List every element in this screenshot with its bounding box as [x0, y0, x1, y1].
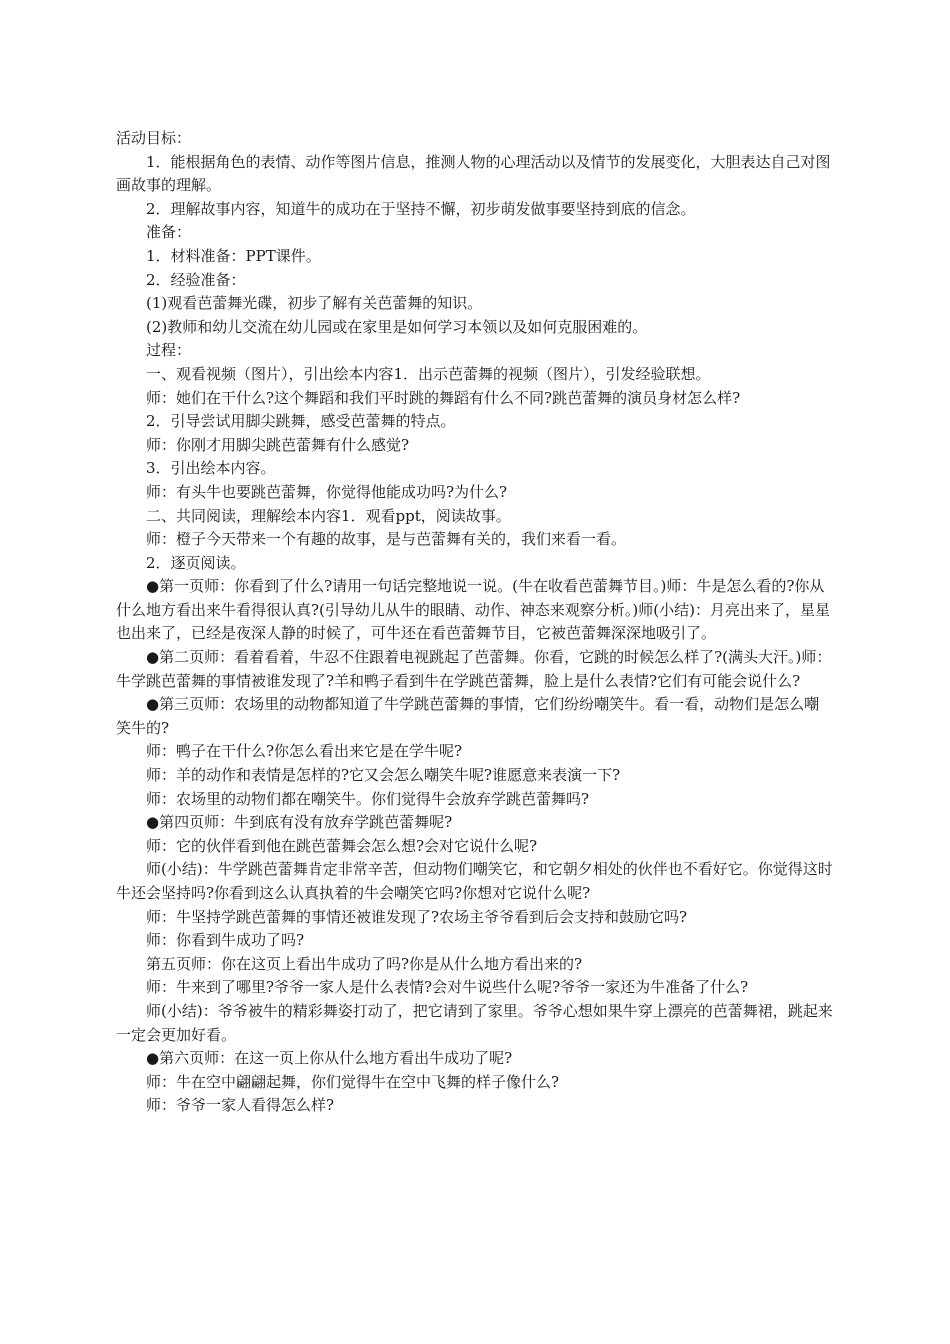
section-heading: 过程： [146, 341, 192, 360]
paragraph: 一、观看视频（图片），引出绘本内容1．出示芭蕾舞的视频（图片），引发经验联想。 [146, 364, 711, 383]
paragraph: 师：牛在空中翩翩起舞，你们觉得牛在空中飞舞的样子像什么? [146, 1072, 560, 1091]
paragraph: 1．能根据角色的表情、动作等图片信息，推测人物的心理活动以及情节的发展变化，大胆表达自己对图画故事的理解。 [116, 152, 831, 195]
paragraph: 第五页师：你在这页上看出牛成功了吗?你是从什么地方看出来的? [146, 954, 583, 973]
paragraph: ●第六页师：在这一页上你从什么地方看出牛成功了呢? [146, 1049, 513, 1068]
section-heading: 准备： [146, 223, 192, 242]
paragraph: 1．材料准备：PPT课件。 [146, 246, 321, 265]
paragraph: 师：牛来到了哪里?爷爷一家人是什么表情?会对牛说些什么呢?爷爷一家还为牛准备了什么? [146, 978, 749, 997]
paragraph: 师：鸭子在干什么?你怎么看出来它是在学牛呢? [146, 742, 463, 761]
document-body [116, 127, 834, 1118]
paragraph: 师：你看到牛成功了吗? [146, 931, 305, 950]
section-heading: 活动目标： [116, 129, 192, 147]
paragraph: 2．逐页阅读。 [146, 553, 246, 572]
paragraph: 师(小结)：牛学跳芭蕾舞肯定非常辛苦，但动物们嘲笑它，和它朝夕相处的伙伴也不看好它。你觉得这时牛还会坚持吗?你看到这么认真执着的牛会嘲笑它吗?你想对它说什么呢? [116, 860, 833, 902]
paragraph: 师：爷爷一家人看得怎么样? [146, 1096, 335, 1115]
paragraph: 师：农场里的动物们都在嘲笑牛。你们觉得牛会放弃学跳芭蕾舞吗? [146, 789, 590, 808]
paragraph: ●第一页师：你看到了什么?请用一句话完整地说一说。(牛在收看芭蕾舞节目。)师：牛是怎么看的?你从什么地方看出来牛看得很认真?(引导幼儿从牛的眼睛、动作、神态来观察分析。)师(小结)：月亮出来了，星星也出来了，已经是夜深人静的时候了，可牛还在看芭蕾舞节目，它被芭蕾舞深深地吸引了。 [116, 577, 830, 643]
paragraph: 2．引导尝试用脚尖跳舞，感受芭蕾舞的特点。 [146, 412, 456, 431]
paragraph: 师：它的伙伴看到他在跳芭蕾舞会怎么想?会对它说什么呢? [146, 836, 538, 855]
paragraph: 3．引出绘本内容。 [146, 459, 276, 478]
paragraph: ●第四页师：牛到底有没有放弃学跳芭蕾舞呢? [146, 813, 453, 832]
paragraph: 师：她们在干什么?这个舞蹈和我们平时跳的舞蹈有什么不同?跳芭蕾舞的演员身材怎么样? [146, 388, 741, 407]
paragraph: (2)教师和幼儿交流在幼儿园或在家里是如何学习本领以及如何克服困难的。 [146, 317, 648, 336]
paragraph: 二、共同阅读，理解绘本内容1．观看ppt，阅读故事。 [146, 506, 511, 525]
paragraph: (1)观看芭蕾舞光碟，初步了解有关芭蕾舞的知识。 [146, 294, 483, 313]
paragraph: 师(小结)：爷爷被牛的精彩舞姿打动了，把它请到了家里。爷爷心想如果牛穿上漂亮的芭蕾舞裙，跳起来一定会更加好看。 [116, 1001, 833, 1044]
paragraph: 师：有头牛也要跳芭蕾舞，你觉得他能成功吗?为什么? [146, 482, 508, 501]
paragraph: 师：橙子今天带来一个有趣的故事，是与芭蕾舞有关的，我们来看一看。 [146, 530, 627, 549]
paragraph: 师：牛坚持学跳芭蕾舞的事情还被谁发现了?农场主爷爷看到后会支持和鼓励它吗? [146, 907, 688, 926]
paragraph: 2．理解故事内容，知道牛的成功在于坚持不懈，初步萌发做事要坚持到底的信念。 [146, 199, 696, 218]
paragraph: ●第二页师：看着看着，牛忍不住跟着电视跳起了芭蕾舞。你看，它跳的时候怎么样了?(满头大汗。)师：牛学跳芭蕾舞的事情被谁发现了?羊和鸭子看到牛在学跳芭蕾舞，脸上是什么表情?它们有可能会说什么? [116, 648, 832, 690]
paragraph: 2．经验准备： [146, 270, 246, 289]
paragraph: 师：你刚才用脚尖跳芭蕾舞有什么感觉? [146, 435, 410, 454]
paragraph: ●第三页师：农场里的动物都知道了牛学跳芭蕾舞的事情，它们纷纷嘲笑牛。看一看，动物们是怎么嘲笑牛的? [116, 695, 820, 737]
paragraph: 师：羊的动作和表情是怎样的?它又会怎么嘲笑牛呢?谁愿意来表演一下? [146, 766, 621, 785]
